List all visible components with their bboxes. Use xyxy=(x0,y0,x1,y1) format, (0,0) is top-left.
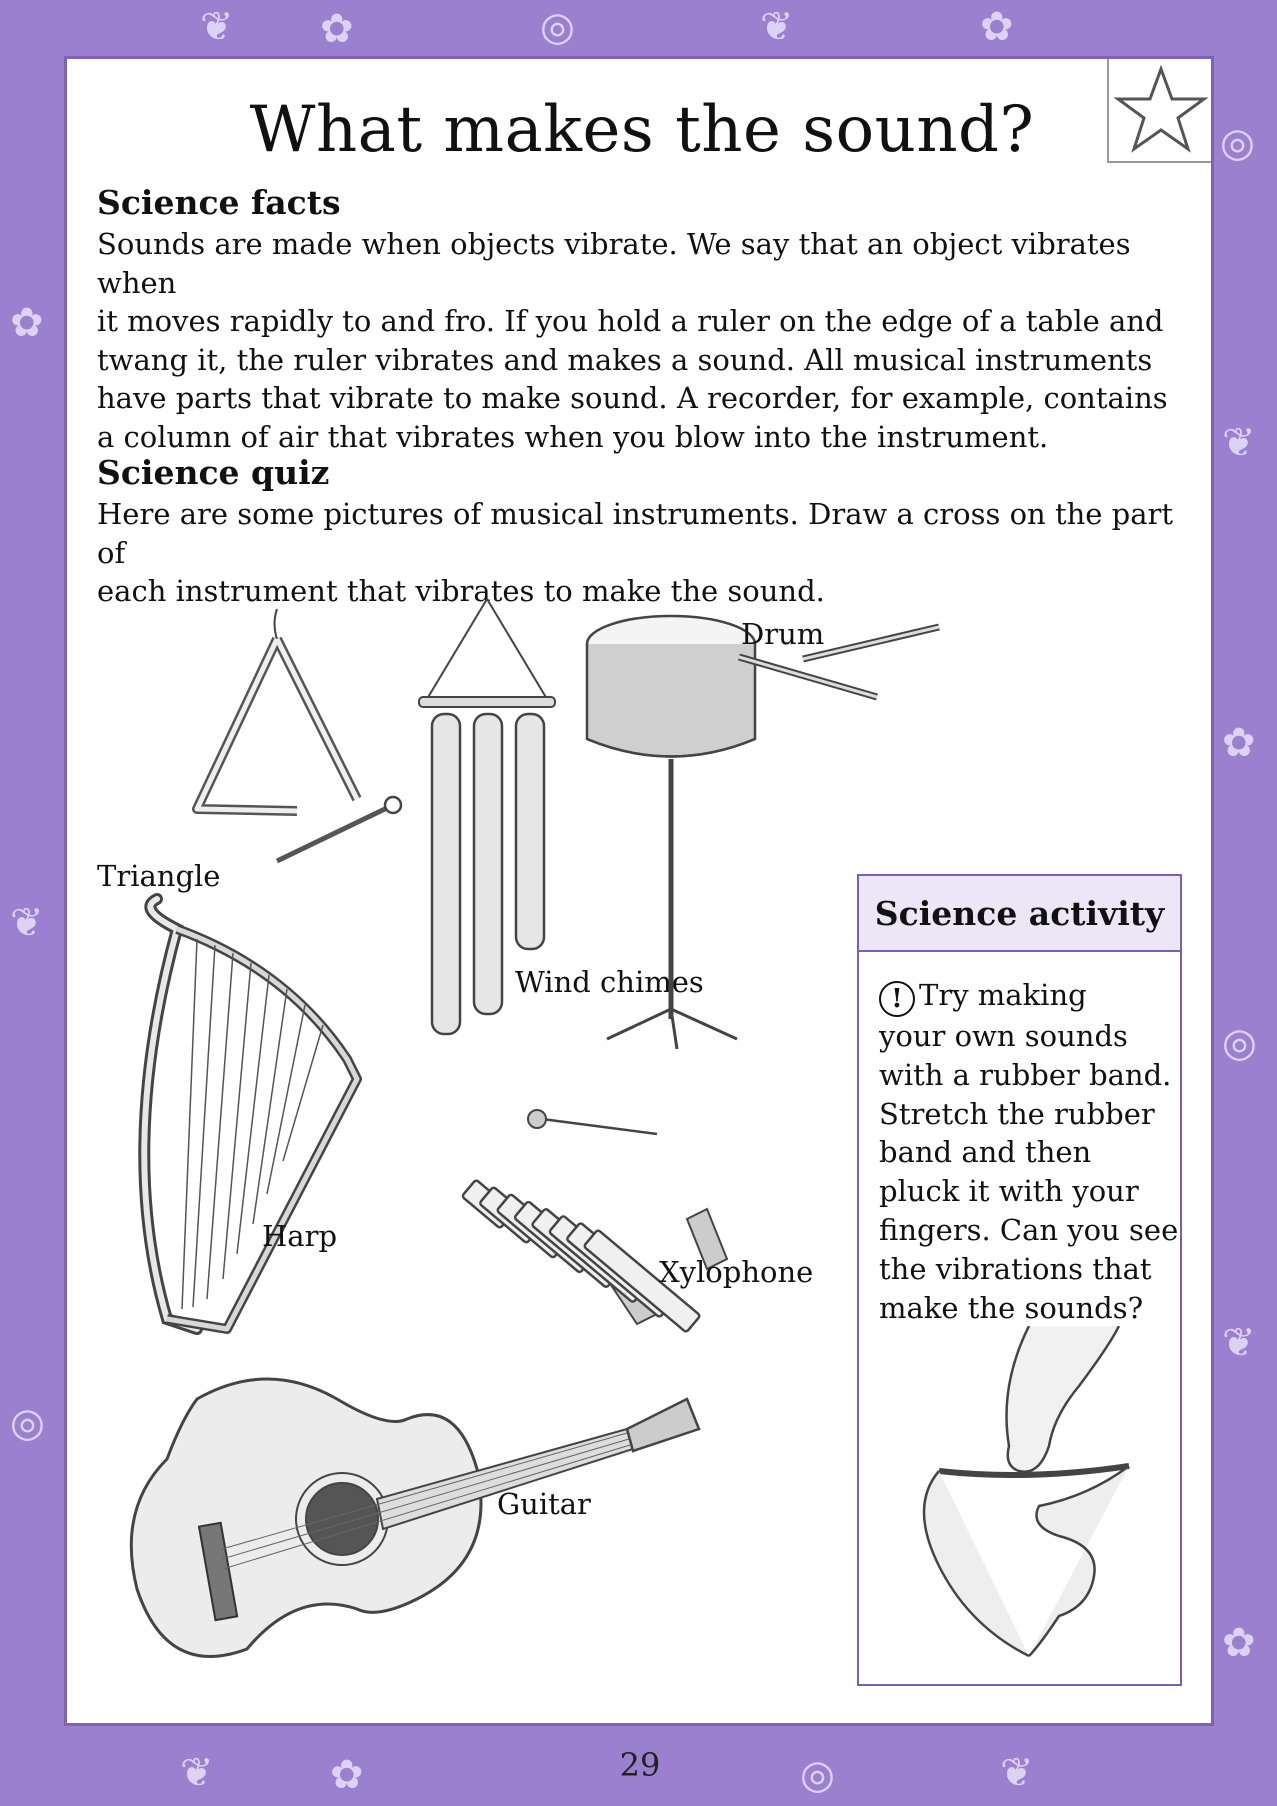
guitar-illustration[interactable] xyxy=(127,1359,747,1689)
wind-chimes-label: Wind chimes xyxy=(515,965,704,999)
activity-heading: Science activity xyxy=(859,876,1180,952)
decorative-leaf-icon: ❦ xyxy=(10,900,44,946)
decorative-leaf-icon: ❦ xyxy=(760,4,794,50)
decorative-frog-icon: ✿ xyxy=(10,300,44,346)
activity-line: Stretch the rubber xyxy=(879,1096,1155,1131)
facts-heading: Science facts xyxy=(97,183,341,222)
triangle-illustration[interactable] xyxy=(127,589,387,889)
decorative-cup-icon: ✿ xyxy=(1222,1620,1256,1666)
page-title: What makes the sound? xyxy=(249,93,1035,167)
activity-line: the vibrations that xyxy=(879,1251,1152,1286)
decorative-magnet-icon: ◎ xyxy=(1220,120,1255,166)
decorative-leaf-icon: ❦ xyxy=(1222,1320,1256,1366)
facts-paragraph xyxy=(97,225,1177,457)
hand-rubber-band-illustration xyxy=(879,1326,1159,1666)
triangle-label: Triangle xyxy=(97,859,221,893)
harp-label: Harp xyxy=(262,1219,338,1253)
activity-line: Try making xyxy=(919,978,1087,1012)
decorative-cup-icon: ✿ xyxy=(980,4,1014,50)
decorative-leaf-icon: ❦ xyxy=(1000,1750,1034,1796)
facts-line: Sounds are made when objects vibrate. We say that an object vibrates when xyxy=(97,227,1131,300)
facts-line: have parts that vibrate to make sound. A recorder, for example, contains xyxy=(97,381,1168,416)
activity-text xyxy=(879,976,1179,1327)
drum-label: Drum xyxy=(741,617,825,651)
quiz-line: Here are some pictures of musical instruments. Draw a cross on the part of xyxy=(97,497,1174,570)
activity-line: fingers. Can you see xyxy=(879,1212,1179,1247)
decorative-cup-icon: ◎ xyxy=(800,1752,835,1798)
decorative-frog-icon: ✿ xyxy=(320,6,354,52)
activity-line: band and then xyxy=(879,1135,1092,1170)
xylophone-label: Xylophone xyxy=(659,1255,814,1289)
activity-line: your own sounds xyxy=(879,1019,1128,1053)
decorative-magnet-icon: ◎ xyxy=(10,1400,45,1446)
quiz-line: each instrument that vibrates to make the sound. xyxy=(97,574,825,609)
decorative-leaf-icon: ❦ xyxy=(200,4,234,50)
facts-line: a column of air that vibrates when you blow into the instrument. xyxy=(97,419,1049,454)
warning-icon: ! xyxy=(879,981,915,1017)
facts-line: twang it, the ruler vibrates and makes a sound. All musical instruments xyxy=(97,342,1153,377)
decorative-leaf-icon: ❦ xyxy=(1222,420,1256,466)
decorative-frog-icon: ✿ xyxy=(1222,720,1256,766)
quiz-heading: Science quiz xyxy=(97,453,330,492)
page-number: 29 xyxy=(619,1746,661,1784)
activity-line: with a rubber band. xyxy=(879,1057,1172,1092)
decorative-leaf-icon: ❦ xyxy=(180,1750,214,1796)
decorative-magnet-icon: ◎ xyxy=(540,4,575,50)
science-activity-box xyxy=(857,874,1182,1686)
decorative-magnet-icon: ◎ xyxy=(1222,1020,1257,1066)
harp-illustration[interactable] xyxy=(127,899,427,1359)
worksheet-page xyxy=(64,56,1214,1726)
xylophone-illustration[interactable] xyxy=(477,1109,807,1359)
decorative-frog-icon: ✿ xyxy=(330,1752,364,1798)
guitar-label: Guitar xyxy=(497,1487,591,1521)
activity-line: pluck it with your xyxy=(879,1174,1139,1209)
activity-line: make the sounds? xyxy=(879,1290,1144,1325)
facts-line: it moves rapidly to and fro. If you hold a ruler on the edge of a table and xyxy=(97,304,1164,339)
